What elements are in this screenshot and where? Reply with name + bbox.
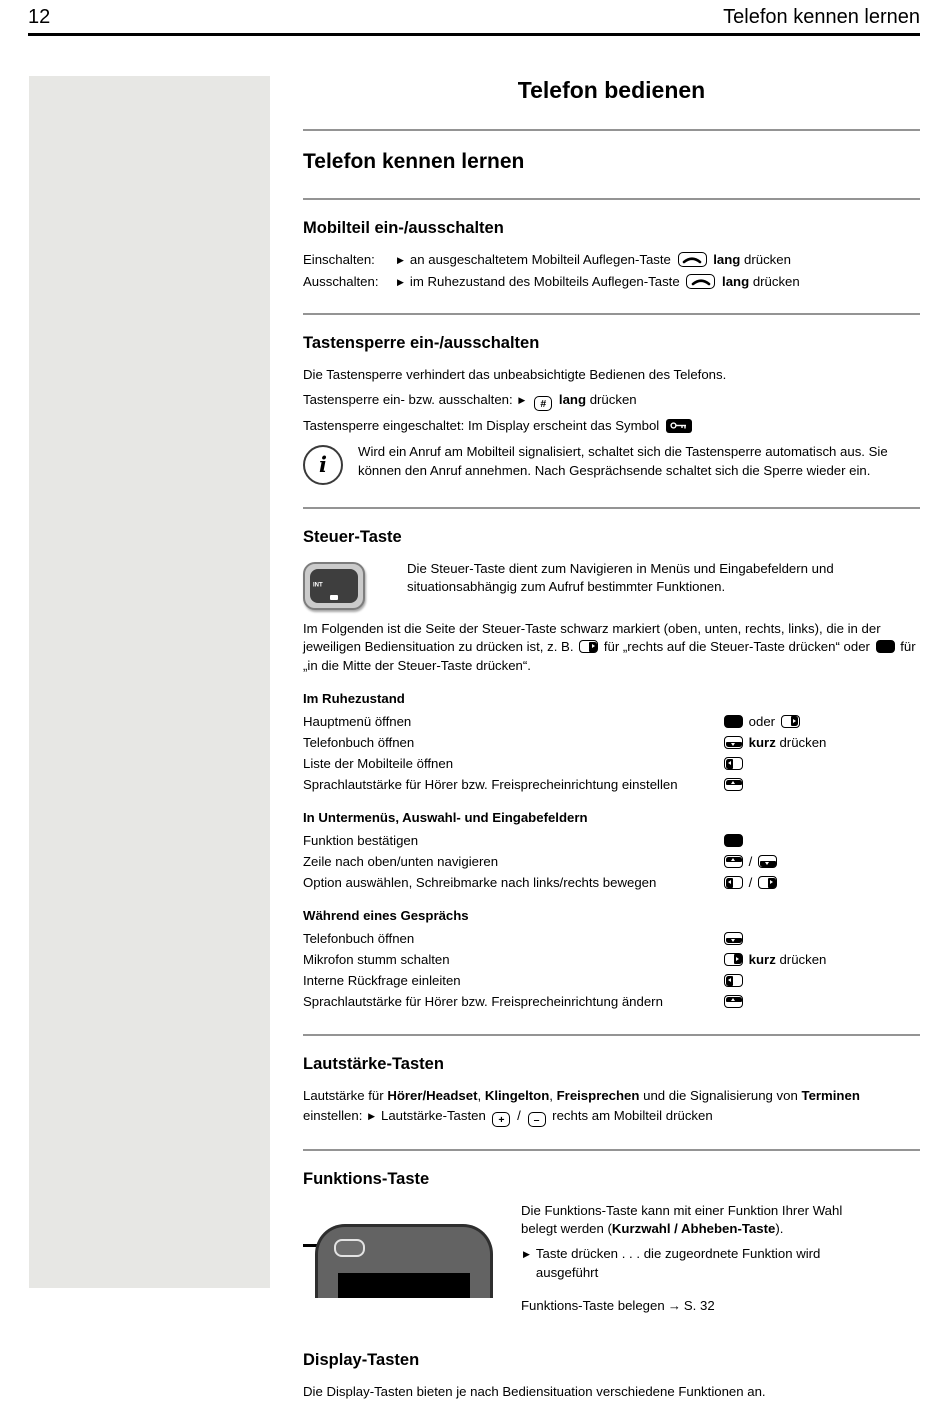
section-rule bbox=[303, 129, 920, 131]
volume-plus-key-icon: + bbox=[492, 1112, 510, 1127]
section-rule bbox=[303, 1149, 920, 1151]
steuer-group-title: Im Ruhezustand bbox=[303, 690, 405, 706]
content-column bbox=[303, 66, 920, 1408]
funktion-section-body bbox=[303, 1202, 920, 1316]
funktion-step bbox=[521, 1245, 877, 1282]
page-header bbox=[28, 6, 920, 29]
info-icon: i bbox=[303, 445, 343, 485]
steuer-key-up-icon bbox=[724, 855, 743, 868]
steuer-row: Hauptmenü öffnen oder bbox=[303, 713, 920, 732]
section-rule bbox=[303, 507, 920, 509]
int-key-label: INT bbox=[313, 582, 323, 589]
steuer-key-right-icon bbox=[781, 715, 800, 728]
action-arrow-icon: ▶ bbox=[397, 254, 404, 265]
volume-text-line2: einstellen: ▶ Lautstärke-Tasten + / – rechts am Mobilteil drücken bbox=[303, 1108, 713, 1127]
power-row-on bbox=[303, 251, 920, 270]
volume-minus-key-icon: – bbox=[528, 1112, 546, 1127]
display-keys-heading: Display-Tasten bbox=[303, 1351, 420, 1370]
steuer-key-left-icon bbox=[724, 974, 743, 987]
steuer-key-down-icon bbox=[758, 855, 777, 868]
steuer-row: Telefonbuch öffnen bbox=[303, 930, 920, 949]
steuer-key-right-icon bbox=[579, 640, 598, 653]
page-reference: S. 32 bbox=[683, 1297, 715, 1313]
section-rule bbox=[303, 1034, 920, 1036]
steuer-row: Zeile nach oben/unten navigieren / bbox=[303, 853, 920, 872]
steuer-row: Liste der Mobilteile öffnen bbox=[303, 755, 920, 774]
end-call-key-icon bbox=[678, 252, 707, 267]
power-row-label: Ausschalten: bbox=[303, 273, 379, 289]
funktion-key-on-handset bbox=[334, 1239, 365, 1257]
keylock-enabled-line: Tastensperre eingeschaltet: Im Display erscheint das Symbol bbox=[303, 417, 920, 436]
steuer-heading: Steuer-Taste bbox=[303, 528, 402, 547]
action-arrow-icon: ▶ bbox=[518, 394, 526, 405]
power-row-label: Einschalten: bbox=[303, 251, 375, 267]
steuer-row: Option auswählen, Schreibmarke nach links/rechts bewegen / bbox=[303, 874, 920, 893]
action-arrow-icon: ▶ bbox=[397, 276, 404, 287]
header-rule bbox=[28, 33, 920, 36]
keylock-intro: Die Tastensperre verhindert das unbeabsichtigte Bedienen des Telefons. bbox=[303, 366, 727, 382]
action-arrow-icon: ▶ bbox=[368, 1111, 375, 1122]
steuer-key-up-icon bbox=[724, 778, 743, 791]
steuer-key-right-icon bbox=[724, 953, 743, 966]
steuer-key-left-icon bbox=[724, 876, 743, 889]
funktion-text-column bbox=[521, 1202, 877, 1316]
page-number: 12 bbox=[28, 6, 51, 28]
steuer-key-center-icon bbox=[724, 834, 743, 847]
keylock-heading: Tastensperre ein-/ausschalten bbox=[303, 334, 540, 353]
steuer-row: Funktion bestätigen bbox=[303, 832, 920, 851]
steuer-intro bbox=[303, 560, 920, 610]
steuer-center-mark bbox=[330, 595, 338, 600]
steuer-group-title: Während eines Gesprächs bbox=[303, 907, 469, 923]
steuer-key-center-icon bbox=[724, 715, 743, 728]
steuer-taste-inner bbox=[310, 569, 358, 603]
handset-top-figure bbox=[303, 1218, 493, 1298]
funktion-paragraph: Die Funktions-Taste kann mit einer Funktion Ihrer Wahl belegt werden (Kurzwahl / Abheben-Taste). bbox=[521, 1202, 843, 1237]
power-row-text: im Ruhezustand des Mobilteils Auflegen-Taste lang drücken bbox=[409, 273, 800, 289]
page-title: Telefon bedienen bbox=[517, 77, 706, 103]
steuer-row: Mikrofon stumm schalten kurz drücken bbox=[303, 951, 827, 967]
steuer-usage-paragraph: Im Folgenden ist die Seite der Steuer-Taste schwarz markiert (oben, unten, rechts, links), die in der jeweiligen Bediensituation zu drücken ist, z. B. für „rechts auf die Steuer-Taste drücken“ oder für „in die Mitte der Steuer-Taste drücken“. bbox=[303, 620, 916, 674]
steuer-description: Die Steuer-Taste dient zum Navigieren in Menüs und Eingabefeldern und situationsabhängig zum Aufruf bestimmter Funktionen. bbox=[407, 560, 834, 595]
steuer-taste-figure bbox=[303, 562, 365, 610]
steuer-row: Interne Rückfrage einleiten bbox=[303, 972, 920, 991]
steuer-group-title: In Untermenüs, Auswahl- und Eingabefeldern bbox=[303, 810, 588, 826]
running-title: Telefon kennen lernen bbox=[723, 6, 920, 28]
keylock-symbol-icon bbox=[666, 419, 692, 433]
power-row-text: an ausgeschaltetem Mobilteil Auflegen-Taste lang drücken bbox=[409, 251, 791, 267]
keylock-toggle-line: Tastensperre ein- bzw. ausschalten: ▶ # lang drücken bbox=[303, 391, 637, 410]
funktion-step-text: Taste drücken . . . die zugeordnete Funktion wird ausgeführt bbox=[535, 1246, 821, 1280]
display-keys-text: Die Display-Tasten bieten je nach Bediensituation verschiedene Funktionen an. bbox=[303, 1383, 766, 1399]
info-note bbox=[303, 443, 920, 485]
section-rule bbox=[303, 198, 920, 200]
info-text: Wird ein Anruf am Mobilteil signalisiert, schaltet sich die Tastensperre automatisch aus. Sie können den Anruf annehmen. Nach Gesprächsende schaltet sich die Sperre wieder ein. bbox=[358, 444, 888, 478]
handset-body bbox=[315, 1224, 493, 1298]
steuer-row: Telefonbuch öffnen kurz drücken bbox=[303, 734, 827, 750]
end-call-key-icon bbox=[686, 274, 715, 289]
page-reference-arrow-icon: → bbox=[667, 1297, 681, 1313]
chapter-heading: Telefon kennen lernen bbox=[303, 149, 525, 173]
steuer-key-right-icon bbox=[758, 876, 777, 889]
steuer-row: Sprachlautstärke für Hörer bzw. Freisprecheinrichtung einstellen bbox=[303, 776, 920, 795]
section-rule bbox=[303, 313, 920, 315]
left-margin-panel bbox=[29, 76, 270, 1288]
funktion-assign-line: Funktions-Taste belegen → S. 32 bbox=[521, 1297, 715, 1313]
handset-display bbox=[338, 1273, 470, 1298]
steuer-key-up-icon bbox=[724, 995, 743, 1008]
hash-key-icon: # bbox=[534, 396, 552, 411]
steuer-row: Sprachlautstärke für Hörer bzw. Freisprecheinrichtung ändern bbox=[303, 993, 920, 1012]
steuer-key-down-icon bbox=[724, 736, 743, 749]
power-row-off bbox=[303, 273, 920, 292]
steuer-key-center-icon bbox=[876, 640, 895, 653]
action-arrow-icon: ▶ bbox=[523, 1249, 530, 1260]
steuer-key-left-icon bbox=[724, 757, 743, 770]
volume-text-line1: Lautstärke für Hörer/Headset, Klingelton, Freisprechen und die Signalisierung von Terminen bbox=[303, 1087, 860, 1103]
power-heading: Mobilteil ein-/ausschalten bbox=[303, 219, 504, 238]
volume-heading: Lautstärke-Tasten bbox=[303, 1055, 444, 1074]
funktion-heading: Funktions-Taste bbox=[303, 1170, 430, 1189]
steuer-key-down-icon bbox=[724, 932, 743, 945]
